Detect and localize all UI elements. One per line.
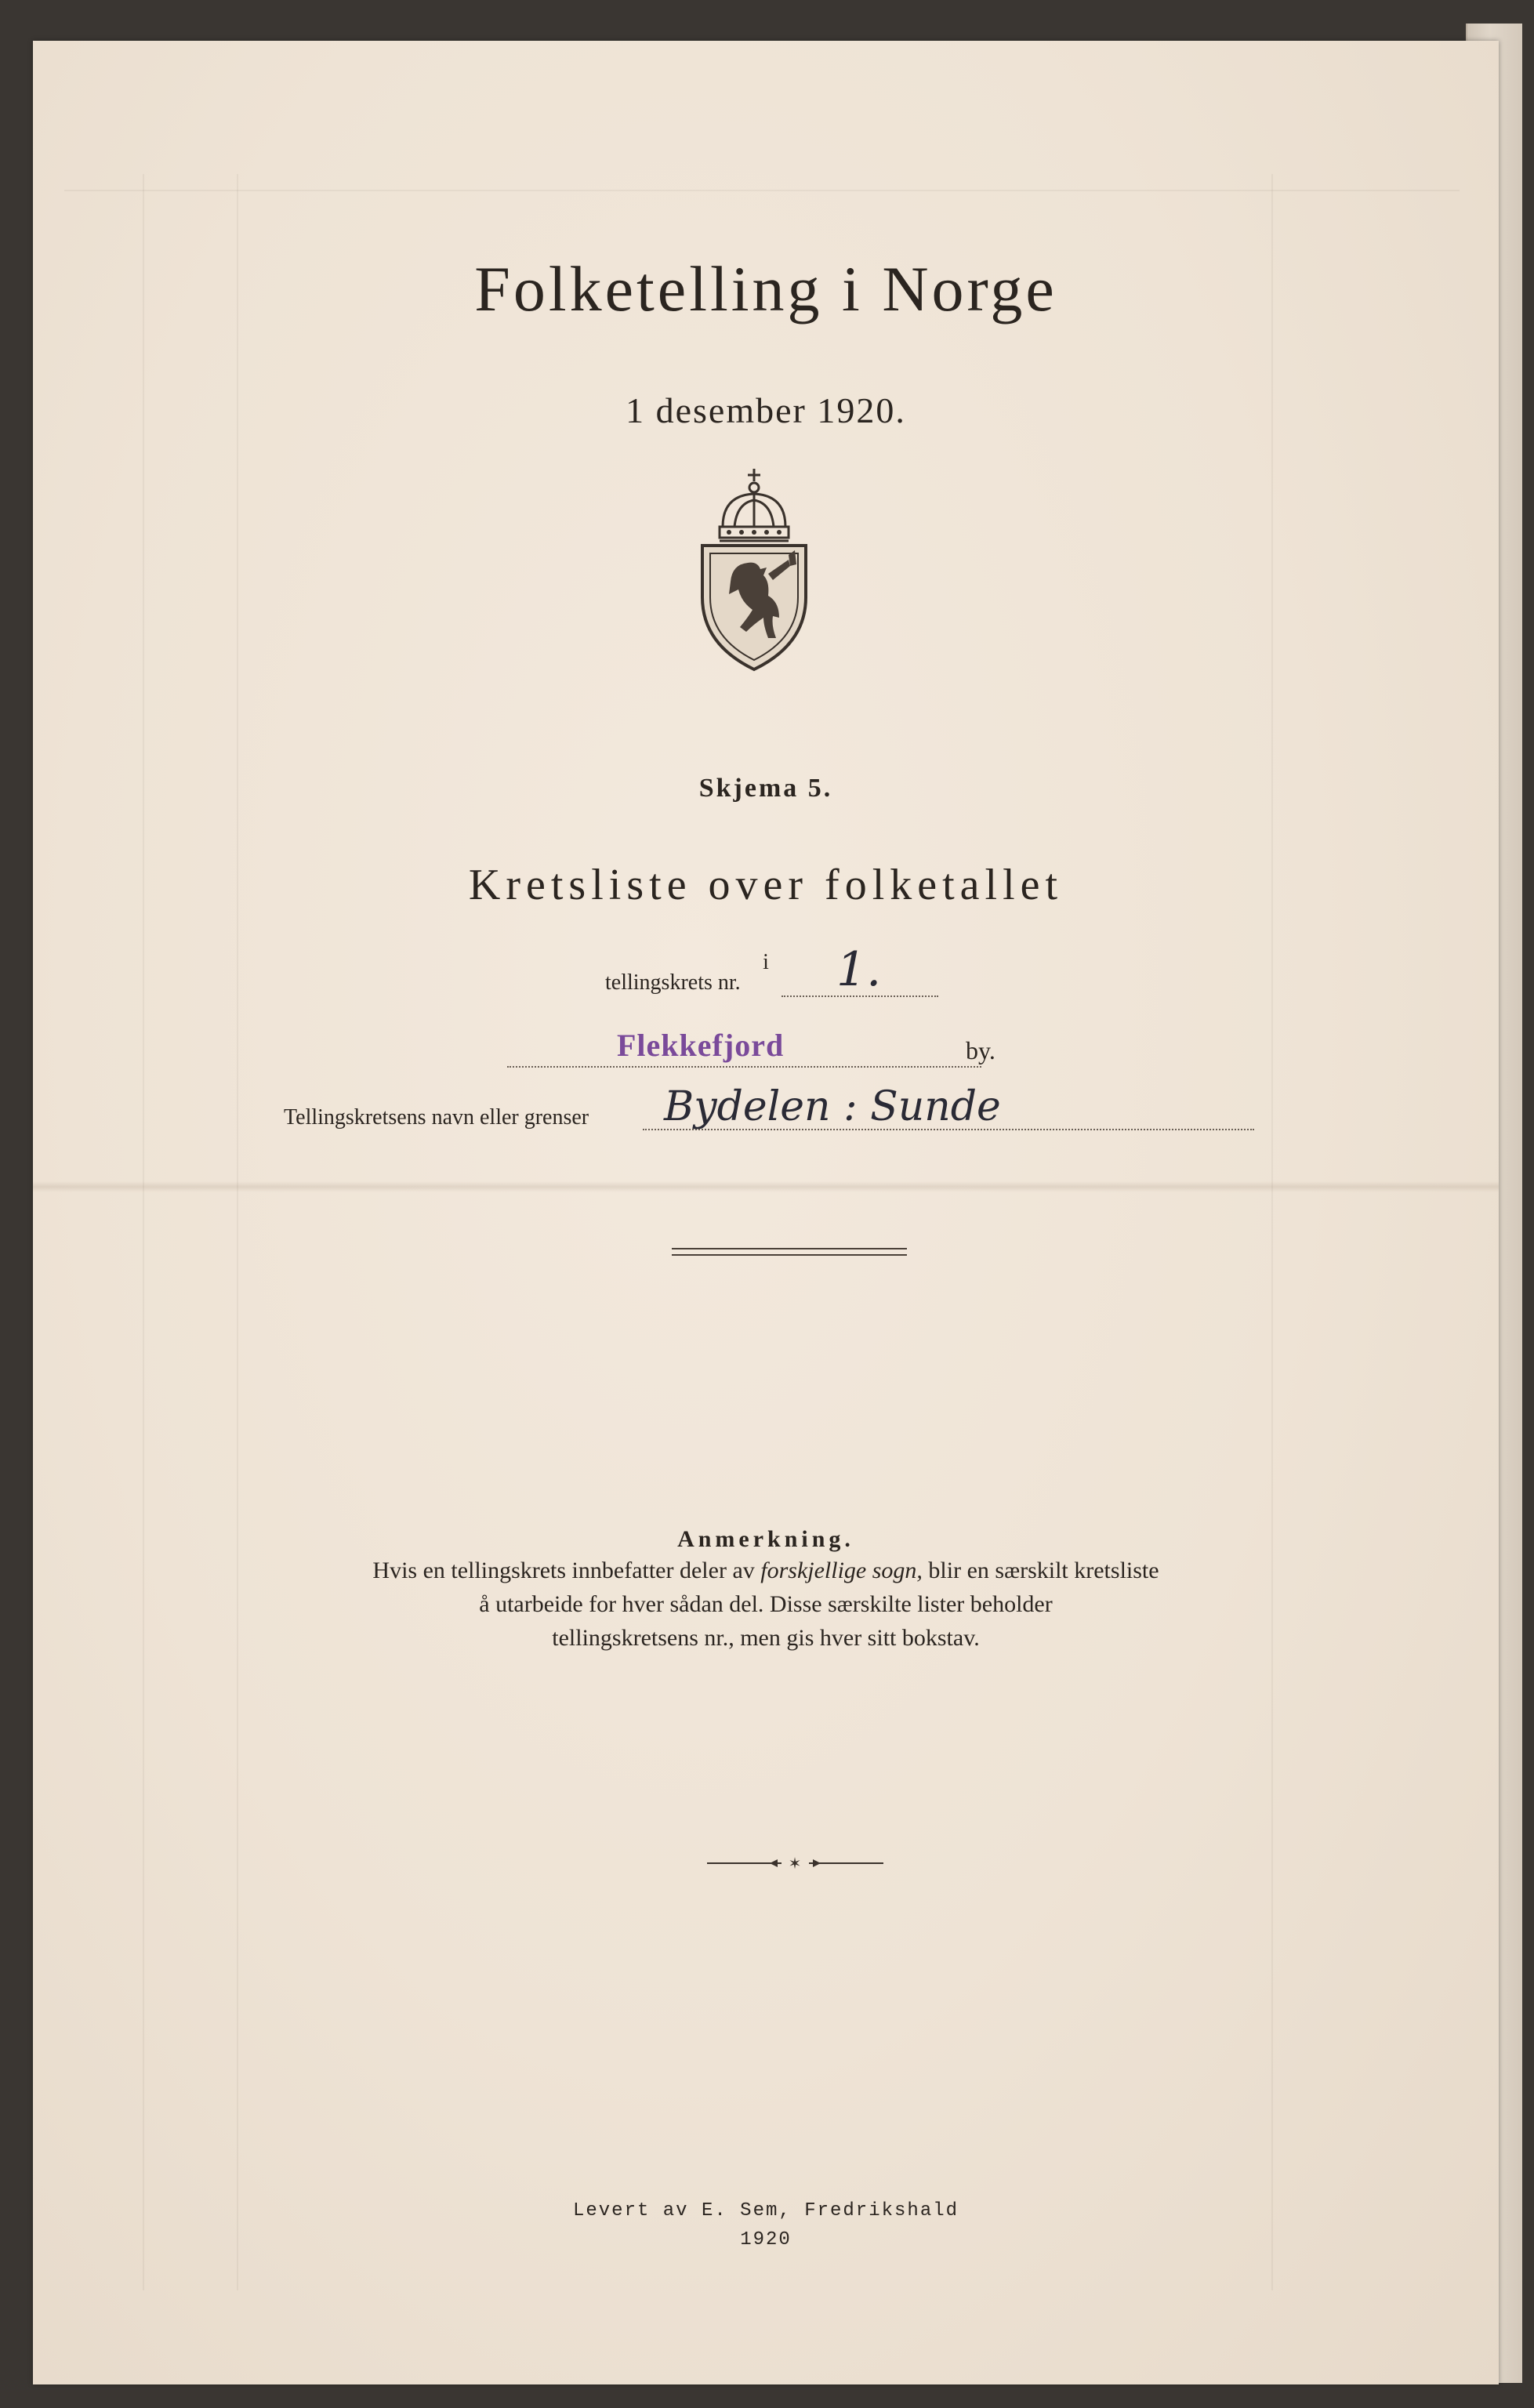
note-line-1-emphasis: forskjellige sogn,: [760, 1558, 923, 1583]
form-heading: Kretsliste over folketallet: [468, 861, 1064, 909]
census-form-page: [33, 41, 1499, 2384]
note-line-3: tellingskretsens nr., men gis hver sitt bokstav.: [552, 1625, 980, 1651]
preposition-label: i: [763, 950, 769, 974]
bleed-through-line: [64, 190, 1460, 191]
bleed-through-line: [1271, 174, 1273, 2290]
paper-fold: [33, 1181, 1499, 1192]
norwegian-coat-of-arms-icon: [691, 464, 817, 676]
note-line-1-end: blir en særskilt kretsliste: [922, 1558, 1159, 1583]
note-line-1: [33, 1558, 1499, 1584]
town-stamp: Flekkefjord: [617, 1028, 785, 1063]
bleed-through-line: [237, 174, 238, 2290]
schema-number: Skjema 5.: [698, 774, 833, 803]
note-line-2: å utarbeide for hver sådan del. Disse særskilte lister beholder: [479, 1591, 1053, 1617]
ornament-divider: [707, 1851, 883, 1875]
boundaries-label: Tellingskretsens navn eller grenser: [284, 1105, 589, 1130]
printer-year: 1920: [740, 2229, 792, 2250]
boundaries-value: Bydelen : Sunde: [664, 1083, 1001, 1130]
bleed-through-line: [143, 174, 144, 2290]
section-divider: [672, 1248, 907, 1256]
page-title: Folketelling i Norge: [474, 253, 1057, 325]
note-line-1-start: Hvis en tellingskrets innbefatter deler av: [372, 1558, 761, 1583]
note-title: Anmerkning.: [677, 1526, 854, 1552]
printer-credit: Levert av E. Sem, Fredrikshald: [572, 2200, 959, 2221]
town-line: [507, 1066, 981, 1068]
district-number-label: tellingskrets nr.: [605, 970, 741, 995]
town-suffix: by.: [966, 1036, 995, 1064]
svg-text:✶: ✶: [788, 1854, 802, 1873]
district-number-value: 1.: [836, 942, 882, 997]
census-date: 1 desember 1920.: [626, 390, 906, 430]
